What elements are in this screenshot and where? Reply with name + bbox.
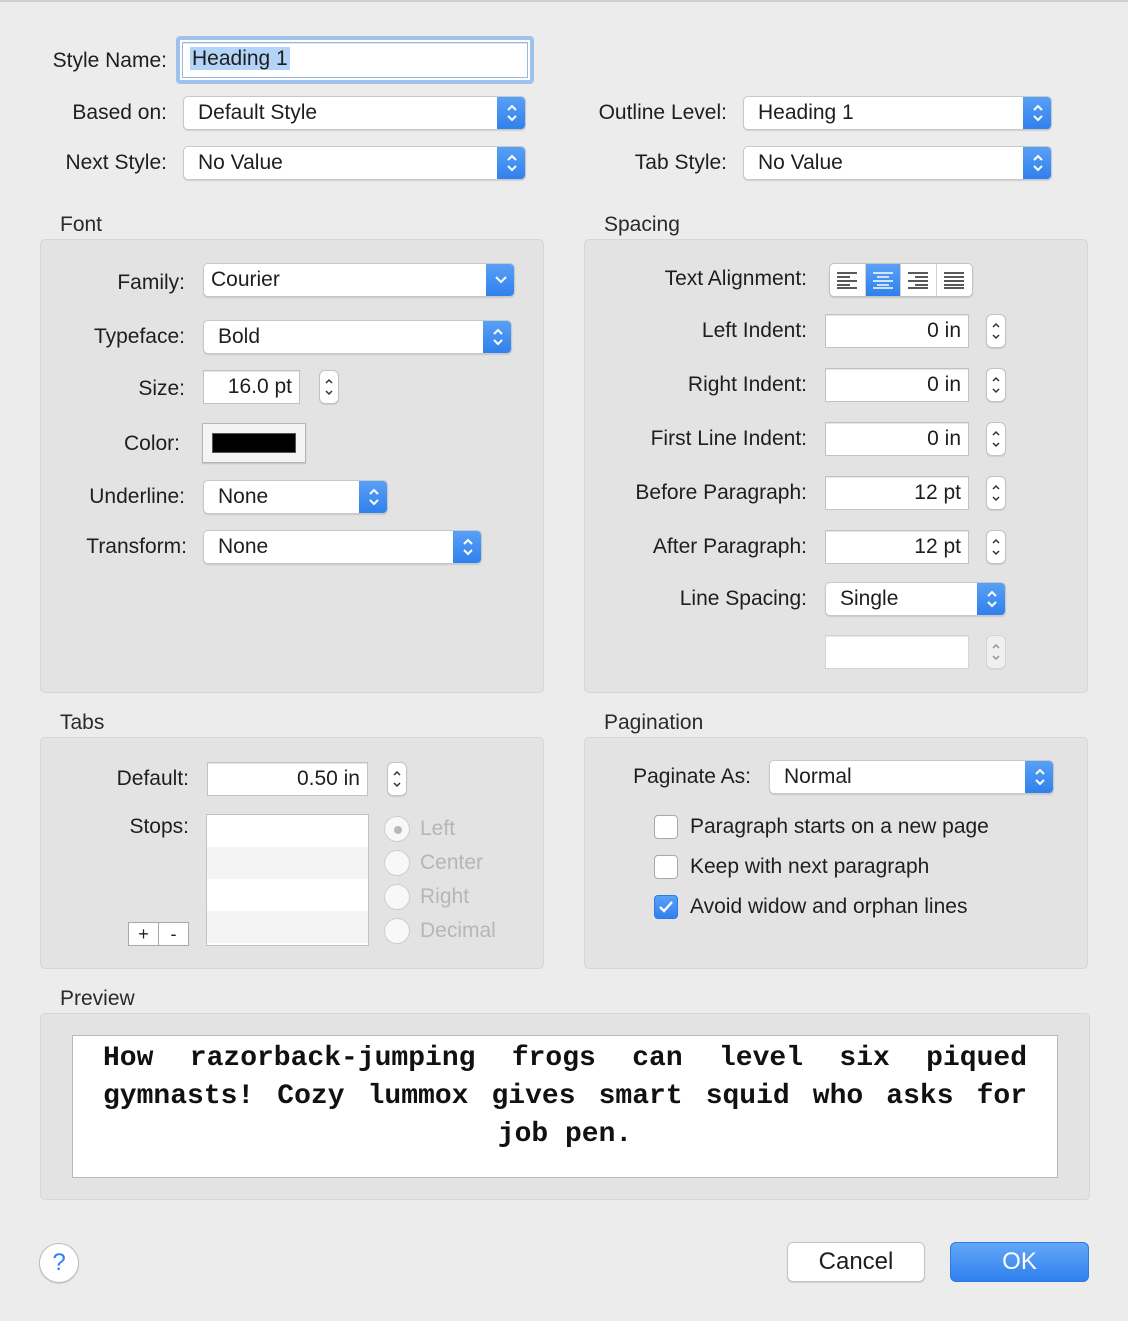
- stepper-arrows-icon: [991, 319, 1001, 343]
- underline-value: None: [218, 485, 269, 508]
- after-paragraph-input[interactable]: 12 pt: [825, 530, 969, 564]
- updown-chevron-icon: [483, 320, 512, 354]
- left-indent-label: Left Indent:: [701, 319, 807, 342]
- tab-default-label: Default:: [116, 767, 189, 790]
- right-indent-stepper[interactable]: [986, 368, 1006, 402]
- tab-default-stepper[interactable]: [387, 762, 407, 796]
- based-on-label: Based on:: [72, 101, 167, 124]
- transform-label: Transform:: [86, 535, 187, 558]
- tab-style-label: Tab Style:: [634, 151, 727, 174]
- style-name-focus-ring: [176, 36, 534, 84]
- spacing-section-title: Spacing: [604, 213, 680, 236]
- outline-level-popup[interactable]: [743, 96, 1052, 130]
- family-value: Courier: [211, 268, 280, 291]
- updown-chevron-icon: [977, 582, 1006, 616]
- size-label: Size:: [138, 377, 185, 400]
- stepper-arrows-icon: [991, 535, 1001, 559]
- underline-label: Underline:: [89, 485, 185, 508]
- before-paragraph-label: Before Paragraph:: [635, 481, 807, 504]
- chevron-down-icon[interactable]: [486, 263, 515, 297]
- tab-align-decimal-label: Decimal: [420, 919, 496, 942]
- radio-indicator: [384, 850, 410, 876]
- list-item[interactable]: [207, 911, 368, 943]
- line-spacing-extra-input[interactable]: [825, 635, 969, 669]
- justify-align-icon[interactable]: [937, 264, 972, 296]
- center-align-icon[interactable]: [866, 264, 902, 296]
- keep-with-next-label: Keep with next paragraph: [690, 855, 930, 878]
- color-label: Color:: [123, 432, 180, 455]
- size-stepper[interactable]: [319, 370, 339, 404]
- list-item[interactable]: [207, 815, 368, 847]
- text-alignment-label: Text Alignment:: [664, 267, 807, 290]
- updown-chevron-icon: [359, 480, 388, 514]
- new-page-checkbox[interactable]: [654, 812, 989, 842]
- typeface-popup[interactable]: [203, 320, 512, 354]
- typeface-value: Bold: [218, 325, 261, 348]
- line-spacing-extra-stepper[interactable]: [986, 635, 1006, 669]
- first-line-indent-label: First Line Indent:: [650, 427, 807, 450]
- tab-align-center-label: Center: [420, 851, 484, 874]
- outline-level-label: Outline Level:: [598, 101, 727, 124]
- pagination-section-title: Pagination: [604, 711, 704, 734]
- family-combobox[interactable]: [203, 263, 515, 297]
- tab-align-center-radio[interactable]: [384, 848, 483, 878]
- stepper-arrows-icon: [991, 427, 1001, 451]
- paginate-as-value: Normal: [784, 765, 852, 788]
- paginate-as-label: Paginate As:: [633, 765, 751, 788]
- font-group: [40, 239, 544, 693]
- typeface-label: Typeface:: [93, 325, 185, 348]
- ok-button[interactable]: OK: [950, 1242, 1089, 1282]
- window-top-border: [0, 0, 1128, 2]
- after-paragraph-stepper[interactable]: [986, 530, 1006, 564]
- tab-stops-list[interactable]: [206, 814, 369, 946]
- checkbox-box: [654, 815, 678, 839]
- tab-align-right-label: Right: [420, 885, 470, 908]
- checkmark-icon: [654, 895, 678, 919]
- add-tab-stop-button[interactable]: +: [128, 922, 159, 946]
- stepper-arrows-icon: [324, 375, 334, 399]
- based-on-value: Default Style: [198, 101, 318, 124]
- tab-style-value: No Value: [758, 151, 843, 174]
- stepper-arrows-icon: [991, 640, 1001, 664]
- after-paragraph-label: After Paragraph:: [652, 535, 807, 558]
- transform-value: None: [218, 535, 269, 558]
- radio-indicator: [384, 918, 410, 944]
- widow-orphan-label: Avoid widow and orphan lines: [690, 895, 968, 918]
- first-line-indent-input[interactable]: 0 in: [825, 422, 969, 456]
- updown-chevron-icon: [453, 530, 482, 564]
- checkbox-box: [654, 855, 678, 879]
- stepper-arrows-icon: [392, 767, 402, 791]
- new-page-label: Paragraph starts on a new page: [690, 815, 989, 838]
- tab-stops-label: Stops:: [129, 815, 189, 838]
- tab-align-decimal-radio[interactable]: [384, 916, 496, 946]
- first-line-indent-stepper[interactable]: [986, 422, 1006, 456]
- left-indent-stepper[interactable]: [986, 314, 1006, 348]
- style-name-label: Style Name:: [52, 49, 167, 72]
- before-paragraph-stepper[interactable]: [986, 476, 1006, 510]
- stepper-arrows-icon: [991, 481, 1001, 505]
- next-style-popup[interactable]: [183, 146, 526, 180]
- line-spacing-label: Line Spacing:: [679, 587, 807, 610]
- font-section-title: Font: [60, 213, 103, 236]
- next-style-label: Next Style:: [65, 151, 167, 174]
- color-well[interactable]: [202, 423, 306, 463]
- widow-orphan-checkbox[interactable]: [654, 892, 967, 922]
- updown-chevron-icon: [497, 96, 526, 130]
- left-indent-input[interactable]: 0 in: [825, 314, 969, 348]
- text-alignment-segmented[interactable]: [829, 263, 973, 297]
- preview-text: How razorback-jumping frogs can level six piqued gymnasts! Cozy lummox gives smart squid who asks for job pen.: [72, 1035, 1058, 1178]
- updown-chevron-icon: [1023, 96, 1052, 130]
- size-input[interactable]: 16.0 pt: [203, 370, 300, 404]
- color-swatch: [212, 433, 296, 453]
- right-indent-label: Right Indent:: [687, 373, 807, 396]
- paginate-as-popup[interactable]: [769, 760, 1054, 794]
- right-align-icon[interactable]: [901, 264, 937, 296]
- updown-chevron-icon: [497, 146, 526, 180]
- preview-section-title: Preview: [60, 987, 135, 1010]
- family-label: Family:: [117, 271, 185, 294]
- style-name-input[interactable]: [182, 42, 528, 78]
- radio-indicator: [384, 884, 410, 910]
- transform-popup[interactable]: [203, 530, 482, 564]
- before-paragraph-input[interactable]: 12 pt: [825, 476, 969, 510]
- style-name-value: Heading 1: [192, 47, 288, 70]
- left-align-icon[interactable]: [830, 264, 866, 296]
- tab-default-input[interactable]: 0.50 in: [207, 762, 368, 796]
- cancel-button[interactable]: Cancel: [787, 1242, 925, 1282]
- spacing-group: [584, 239, 1088, 693]
- tab-align-left-radio[interactable]: [384, 814, 455, 844]
- tabs-section-title: Tabs: [60, 711, 105, 734]
- stepper-arrows-icon: [991, 373, 1001, 397]
- updown-chevron-icon: [1025, 760, 1054, 794]
- right-indent-input[interactable]: 0 in: [825, 368, 969, 402]
- keep-with-next-checkbox[interactable]: [654, 852, 929, 882]
- line-spacing-value: Single: [840, 587, 899, 610]
- list-item[interactable]: [207, 879, 368, 911]
- list-item[interactable]: [207, 847, 368, 879]
- tab-align-left-label: Left: [420, 817, 456, 840]
- updown-chevron-icon: [1023, 146, 1052, 180]
- help-button[interactable]: ?: [39, 1243, 79, 1283]
- radio-indicator: [384, 816, 410, 842]
- tab-align-right-radio[interactable]: [384, 882, 469, 912]
- remove-tab-stop-button[interactable]: -: [158, 922, 189, 946]
- outline-level-value: Heading 1: [758, 101, 854, 124]
- underline-popup[interactable]: [203, 480, 388, 514]
- based-on-popup[interactable]: [183, 96, 526, 130]
- tab-style-popup[interactable]: [743, 146, 1052, 180]
- next-style-value: No Value: [198, 151, 283, 174]
- line-spacing-popup[interactable]: [825, 582, 1006, 616]
